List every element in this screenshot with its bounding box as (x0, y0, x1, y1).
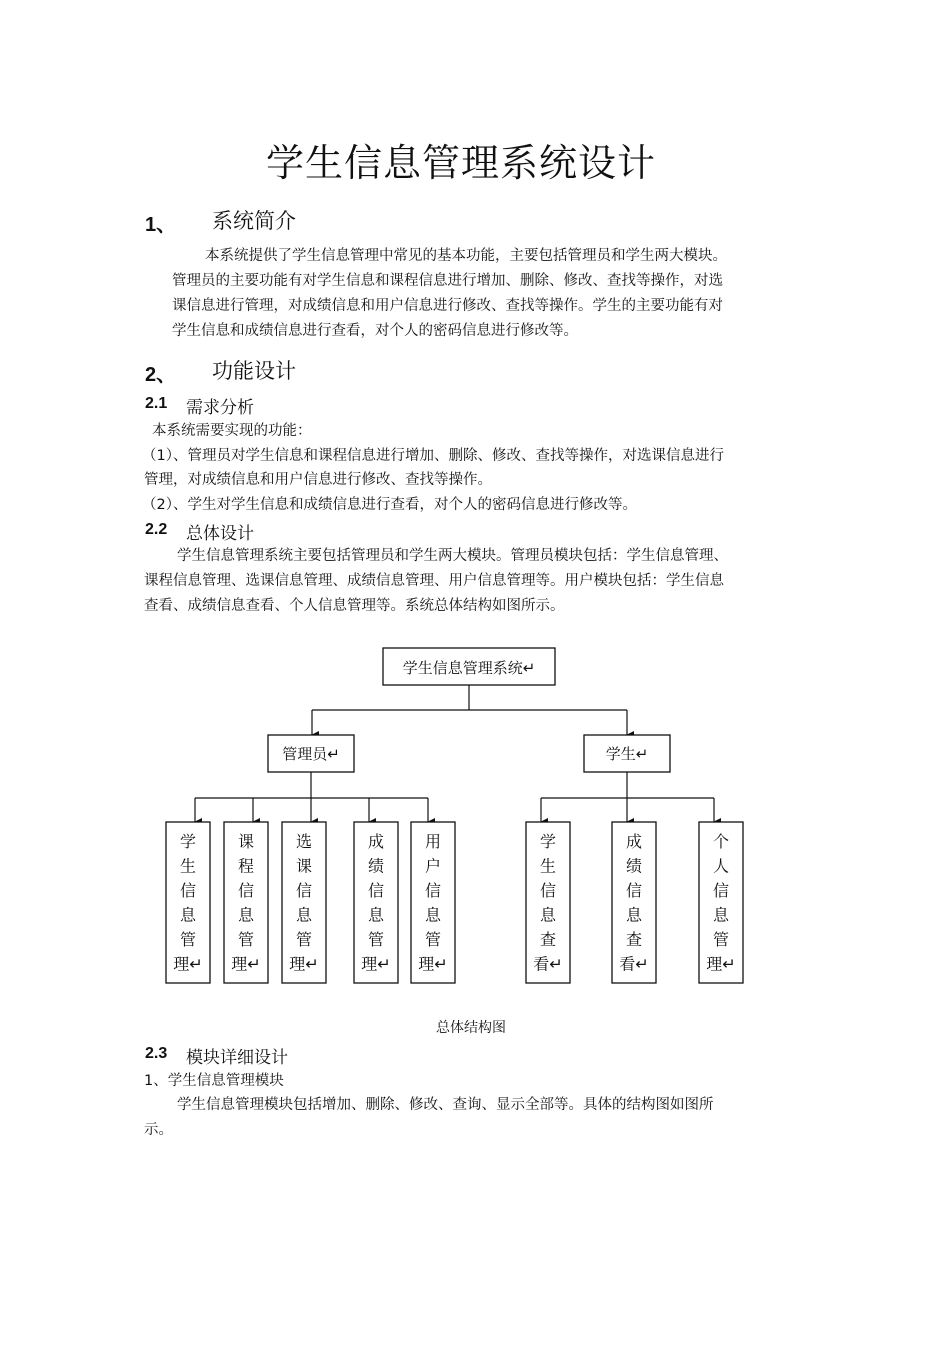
diagram-leaf-char: 管 (712, 930, 730, 949)
diagram-leaf-char: 生 (179, 856, 197, 876)
diagram-leaf-char: 查 (539, 930, 557, 949)
diagram-leaf-char: 个 (712, 832, 730, 851)
diagram-leaf-char: 理↵ (231, 954, 261, 974)
diagram-leaf-char: 绩 (625, 856, 643, 876)
section-2-3-subheading: 1、学生信息管理模块 (144, 1073, 284, 1089)
section-1-line: 学生信息和成绩信息进行查看，对个人的密码信息进行修改等。 (172, 323, 578, 339)
diagram-leaf-char: 课 (295, 856, 313, 876)
section-2-1-line: 管理，对成绩信息和用户信息进行修改、查找等操作。 (144, 472, 492, 488)
page-title: 学生信息管理系统设计 (265, 141, 656, 185)
diagram-leaf-char: 选 (295, 832, 313, 851)
diagram-leaf-char: 理↵ (361, 954, 391, 974)
diagram-leaf-char: 绩 (367, 856, 385, 876)
section-2-1-line: 本系统需要实现的功能： (152, 423, 312, 439)
section-2-3-title: 模块详细设计 (186, 1048, 288, 1068)
section-1-line: 本系统提供了学生信息管理中常见的基本功能，主要包括管理员和学生两大模块。 (205, 248, 727, 264)
section-2-2-line: 查看、成绩信息查看、个人信息管理等。系统总体结构如图所示。 (144, 598, 565, 614)
diagram-leaf-char: 理↵ (706, 954, 736, 974)
section-2-2-number: 2.2 (145, 521, 168, 538)
diagram-leaf-char: 信 (424, 881, 442, 900)
diagram-leaf-char: 息 (625, 905, 643, 925)
section-2-1-title: 需求分析 (186, 398, 254, 418)
diagram-leaf-char: 理↵ (418, 954, 448, 974)
figure-caption: 总体结构图 (436, 1020, 506, 1036)
diagram-leaf-char: 理↵ (289, 954, 319, 974)
diagram-leaf-char: 查 (625, 930, 643, 949)
section-2-2-line: 课程信息管理、选课信息管理、成绩信息管理、用户信息管理等。用户模块包括：学生信息 (144, 573, 724, 589)
diagram-leaf-char: 户 (424, 856, 442, 876)
diagram-leaf-char: 信 (367, 881, 385, 900)
diagram-leaf-char: 息 (295, 905, 313, 925)
diagram-leaf-char: 成 (367, 832, 385, 851)
diagram-leaf-char: 信 (179, 881, 197, 900)
diagram-leaf-char: 用 (424, 832, 442, 851)
diagram-leaf-char: 看↵ (533, 954, 563, 974)
section-2-1-line: （1）、管理员对学生信息和课程信息进行增加、删除、修改、查找等操作，对选课信息进行 (142, 448, 724, 464)
section-2-1-line: （2）、学生对学生信息和成绩信息进行查看，对个人的密码信息进行修改等。 (142, 497, 637, 513)
diagram-leaf-char: 信 (237, 881, 255, 900)
section-2-1-number: 2.1 (145, 395, 168, 412)
diagram-leaf-char: 息 (367, 905, 385, 925)
section-1-title: 系统简介 (212, 209, 296, 233)
section-2-3-number: 2.3 (145, 1045, 168, 1062)
section-2-2-title: 总体设计 (186, 524, 254, 544)
diagram-leaf-char: 程 (237, 856, 255, 876)
diagram-leaf-char: 学 (539, 832, 557, 851)
diagram-leaf-char: 息 (539, 905, 557, 925)
diagram-leaf-char: 管 (367, 930, 385, 949)
diagram-leaf-char: 信 (539, 881, 557, 900)
section-1-line: 课信息进行管理，对成绩信息和用户信息进行修改、查找等操作。学生的主要功能有对 (172, 298, 723, 314)
diagram-leaf-char: 息 (237, 905, 255, 925)
diagram-leaf-char: 管 (179, 930, 197, 949)
section-2-title: 功能设计 (212, 359, 296, 383)
diagram-student-label: 学生↵ (605, 745, 649, 763)
diagram-leaf-char: 息 (179, 905, 197, 925)
diagram-leaf-char: 人 (712, 856, 730, 876)
section-2-2-line: 学生信息管理系统主要包括管理员和学生两大模块。管理员模块包括：学生信息管理、 (177, 548, 728, 564)
diagram-leaf-char: 管 (237, 930, 255, 949)
diagram-leaf-char: 信 (625, 881, 643, 900)
diagram-admin-label: 管理员↵ (282, 745, 340, 763)
diagram-leaf-char: 成 (625, 832, 643, 851)
diagram-leaf-char: 管 (295, 930, 313, 949)
diagram-leaf-char: 理↵ (173, 954, 203, 974)
diagram-leaf-char: 信 (712, 881, 730, 900)
section-1-number: 1、 (145, 214, 177, 236)
section-2-3-line: 学生信息管理模块包括增加、删除、修改、查询、显示全部等。具体的结构图如图所 (177, 1097, 714, 1113)
section-2-number: 2、 (145, 364, 177, 386)
diagram-leaf-char: 管 (424, 930, 442, 949)
section-2-3-line: 示。 (144, 1122, 173, 1138)
diagram-root-label: 学生信息管理系统↵ (402, 659, 536, 677)
diagram-leaf-char: 信 (295, 881, 313, 900)
diagram-leaf-char: 课 (237, 832, 255, 851)
diagram-leaf-char: 学 (179, 832, 197, 851)
diagram-leaf-char: 看↵ (619, 954, 649, 974)
diagram-leaf-char: 息 (712, 905, 730, 925)
diagram-leaf-char: 息 (424, 905, 442, 925)
diagram-leaf-char: 生 (539, 856, 557, 876)
section-1-line: 管理员的主要功能有对学生信息和课程信息进行增加、删除、修改、查找等操作，对选 (172, 273, 723, 289)
